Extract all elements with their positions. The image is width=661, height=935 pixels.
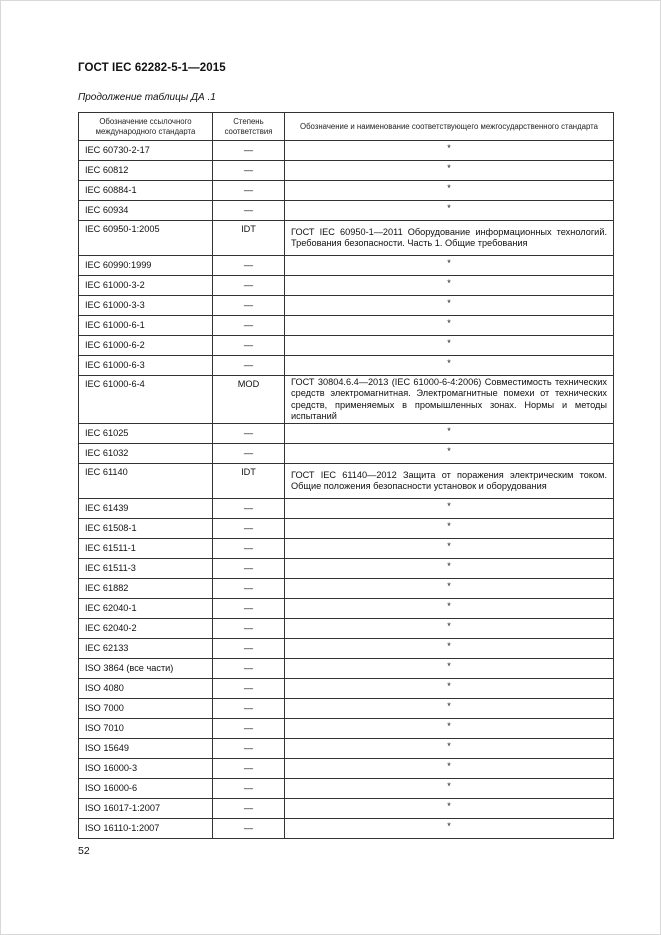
footnote-asterisk: * [447, 540, 451, 551]
cell-degree: — [213, 161, 285, 181]
cell-national-standard [285, 659, 614, 679]
cell-ref-standard: IEC 60950-1:2005 [79, 221, 213, 256]
cell-national-standard [285, 559, 614, 579]
footnote-asterisk: * [447, 297, 451, 308]
cell-national-standard [285, 819, 614, 839]
cell-degree: IDT [213, 221, 285, 256]
cell-ref-standard: IEC 61000-6-4 [79, 376, 213, 424]
table-row [79, 356, 614, 376]
cell-degree: — [213, 699, 285, 719]
cell-degree: — [213, 296, 285, 316]
cell-national-standard [285, 336, 614, 356]
footnote-asterisk: * [447, 182, 451, 193]
cell-national-standard [285, 699, 614, 719]
table-row [79, 639, 614, 659]
cell-national-standard: ГОСТ IEC 60950-1—2011 Оборудование информационных технологий. Требования безопасности. Часть 1. Общие требования [285, 221, 614, 256]
table-row [79, 819, 614, 839]
cell-national-standard [285, 679, 614, 699]
table-row [79, 779, 614, 799]
header-degree: Степень соответствия [213, 113, 285, 141]
table-row [79, 799, 614, 819]
cell-ref-standard: IEC 61032 [79, 444, 213, 464]
table-row [79, 201, 614, 221]
cell-ref-standard: ISO 7000 [79, 699, 213, 719]
document-header: ГОСТ IEC 62282-5-1—2015 [78, 62, 226, 74]
cell-ref-standard: ISO 3864 (все части) [79, 659, 213, 679]
cell-ref-standard: IEC 62133 [79, 639, 213, 659]
cell-ref-standard: ISO 16017-1:2007 [79, 799, 213, 819]
cell-ref-standard: IEC 60990:1999 [79, 256, 213, 276]
cell-degree: — [213, 799, 285, 819]
footnote-asterisk: * [447, 277, 451, 288]
cell-ref-standard: IEC 60934 [79, 201, 213, 221]
footnote-asterisk: * [447, 720, 451, 731]
cell-ref-standard: IEC 60730-2-17 [79, 141, 213, 161]
cell-degree: — [213, 659, 285, 679]
footnote-asterisk: * [447, 142, 451, 153]
table-row [79, 141, 614, 161]
footnote-asterisk: * [447, 445, 451, 456]
cell-national-standard [285, 256, 614, 276]
table-row [79, 316, 614, 336]
cell-degree: — [213, 619, 285, 639]
cell-national-standard [285, 201, 614, 221]
cell-degree: — [213, 336, 285, 356]
table-row [79, 296, 614, 316]
cell-ref-standard: IEC 61025 [79, 424, 213, 444]
cell-degree: — [213, 539, 285, 559]
header-ref-standard: Обозначение ссылочного международного стандарта [79, 113, 213, 141]
cell-national-standard [285, 356, 614, 376]
page-number: 52 [78, 845, 90, 857]
table-row [79, 559, 614, 579]
footnote-asterisk: * [447, 425, 451, 436]
cell-national-standard [285, 739, 614, 759]
cell-degree: — [213, 819, 285, 839]
cell-ref-standard: IEC 60812 [79, 161, 213, 181]
cell-national-standard: ГОСТ 30804.6.4—2013 (IEC 61000-6-4:2006) Совместимость технических средств электромагнитная. Электромагнитные помехи от технических средств, применяемых в промышленных зонах. Нормы и методы испытаний [285, 376, 614, 424]
footnote-asterisk: * [447, 202, 451, 213]
table-row [79, 519, 614, 539]
cell-national-standard [285, 579, 614, 599]
cell-degree: — [213, 181, 285, 201]
cell-ref-standard: IEC 60884-1 [79, 181, 213, 201]
cell-national-standard [285, 639, 614, 659]
cell-ref-standard: IEC 61000-3-2 [79, 276, 213, 296]
cell-ref-standard: IEC 61511-3 [79, 559, 213, 579]
table-row [79, 659, 614, 679]
table-row [79, 759, 614, 779]
cell-national-standard [285, 599, 614, 619]
table-row [79, 161, 614, 181]
footnote-asterisk: * [447, 760, 451, 771]
footnote-asterisk: * [447, 560, 451, 571]
footnote-asterisk: * [447, 580, 451, 591]
cell-degree: — [213, 679, 285, 699]
header-national-standard: Обозначение и наименование соответствующего межгосударственного стандарта [285, 113, 614, 141]
footnote-asterisk: * [447, 700, 451, 711]
cell-degree: — [213, 719, 285, 739]
cell-national-standard [285, 424, 614, 444]
cell-ref-standard: IEC 62040-1 [79, 599, 213, 619]
cell-ref-standard: ISO 15649 [79, 739, 213, 759]
cell-degree: — [213, 256, 285, 276]
footnote-asterisk: * [447, 740, 451, 751]
footnote-asterisk: * [447, 600, 451, 611]
cell-degree: — [213, 779, 285, 799]
table-row [79, 499, 614, 519]
table-row [79, 579, 614, 599]
footnote-asterisk: * [447, 820, 451, 831]
table-header-row [79, 113, 614, 141]
cell-national-standard: ГОСТ IEC 61140—2012 Защита от поражения электрическим током. Общие положения безопасности установок и оборудования [285, 464, 614, 499]
cell-national-standard [285, 719, 614, 739]
cell-degree: — [213, 759, 285, 779]
footnote-asterisk: * [447, 660, 451, 671]
table-row [79, 276, 614, 296]
cell-national-standard [285, 619, 614, 639]
footnote-asterisk: * [447, 640, 451, 651]
cell-degree: — [213, 276, 285, 296]
footnote-asterisk: * [447, 357, 451, 368]
cell-ref-standard: ISO 7010 [79, 719, 213, 739]
cell-degree: — [213, 499, 285, 519]
cell-ref-standard: ISO 16000-3 [79, 759, 213, 779]
cell-degree: IDT [213, 464, 285, 499]
cell-ref-standard: ISO 16000-6 [79, 779, 213, 799]
footnote-asterisk: * [447, 162, 451, 173]
cell-national-standard [285, 759, 614, 779]
table-row [79, 336, 614, 356]
cell-degree: — [213, 559, 285, 579]
cell-degree: — [213, 201, 285, 221]
footnote-asterisk: * [447, 520, 451, 531]
cell-national-standard [285, 444, 614, 464]
footnote-asterisk: * [447, 680, 451, 691]
table-row [79, 424, 614, 444]
cell-national-standard [285, 161, 614, 181]
cell-degree: — [213, 356, 285, 376]
table-row [79, 256, 614, 276]
footnote-asterisk: * [447, 620, 451, 631]
cell-national-standard [285, 316, 614, 336]
cell-national-standard [285, 181, 614, 201]
cell-ref-standard: IEC 61140 [79, 464, 213, 499]
cell-ref-standard: ISO 4080 [79, 679, 213, 699]
cell-ref-standard: IEC 61000-6-3 [79, 356, 213, 376]
cell-ref-standard: IEC 61882 [79, 579, 213, 599]
cell-degree: — [213, 639, 285, 659]
footnote-asterisk: * [447, 317, 451, 328]
cell-degree: MOD [213, 376, 285, 424]
footnote-asterisk: * [447, 257, 451, 268]
cell-ref-standard: IEC 61511-1 [79, 539, 213, 559]
cell-ref-standard: ISO 16110-1:2007 [79, 819, 213, 839]
cell-national-standard [285, 499, 614, 519]
cell-national-standard [285, 779, 614, 799]
cell-national-standard [285, 799, 614, 819]
table-row [79, 679, 614, 699]
cell-ref-standard: IEC 62040-2 [79, 619, 213, 639]
table-row [79, 739, 614, 759]
cell-national-standard [285, 539, 614, 559]
table-row [79, 444, 614, 464]
footnote-asterisk: * [447, 337, 451, 348]
table-row [79, 376, 614, 424]
cell-degree: — [213, 424, 285, 444]
table-body [79, 141, 614, 839]
cell-national-standard [285, 141, 614, 161]
table-caption: Продолжение таблицы ДА .1 [78, 92, 216, 103]
table-row [79, 699, 614, 719]
footnote-asterisk: * [447, 500, 451, 511]
table-row [79, 221, 614, 256]
cell-national-standard [285, 519, 614, 539]
cell-ref-standard: IEC 61000-3-3 [79, 296, 213, 316]
cell-degree: — [213, 444, 285, 464]
cell-ref-standard: IEC 61000-6-2 [79, 336, 213, 356]
cell-degree: — [213, 579, 285, 599]
table-row [79, 181, 614, 201]
cell-ref-standard: IEC 61439 [79, 499, 213, 519]
table-row [79, 619, 614, 639]
footnote-asterisk: * [447, 780, 451, 791]
cell-degree: — [213, 519, 285, 539]
cell-national-standard [285, 296, 614, 316]
table-row [79, 464, 614, 499]
cell-degree: — [213, 739, 285, 759]
cell-degree: — [213, 599, 285, 619]
cell-ref-standard: IEC 61000-6-1 [79, 316, 213, 336]
cell-national-standard [285, 276, 614, 296]
cell-degree: — [213, 141, 285, 161]
table-row [79, 599, 614, 619]
standards-table [78, 112, 614, 839]
table-row [79, 539, 614, 559]
cell-ref-standard: IEC 61508-1 [79, 519, 213, 539]
footnote-asterisk: * [447, 800, 451, 811]
cell-degree: — [213, 316, 285, 336]
table-row [79, 719, 614, 739]
